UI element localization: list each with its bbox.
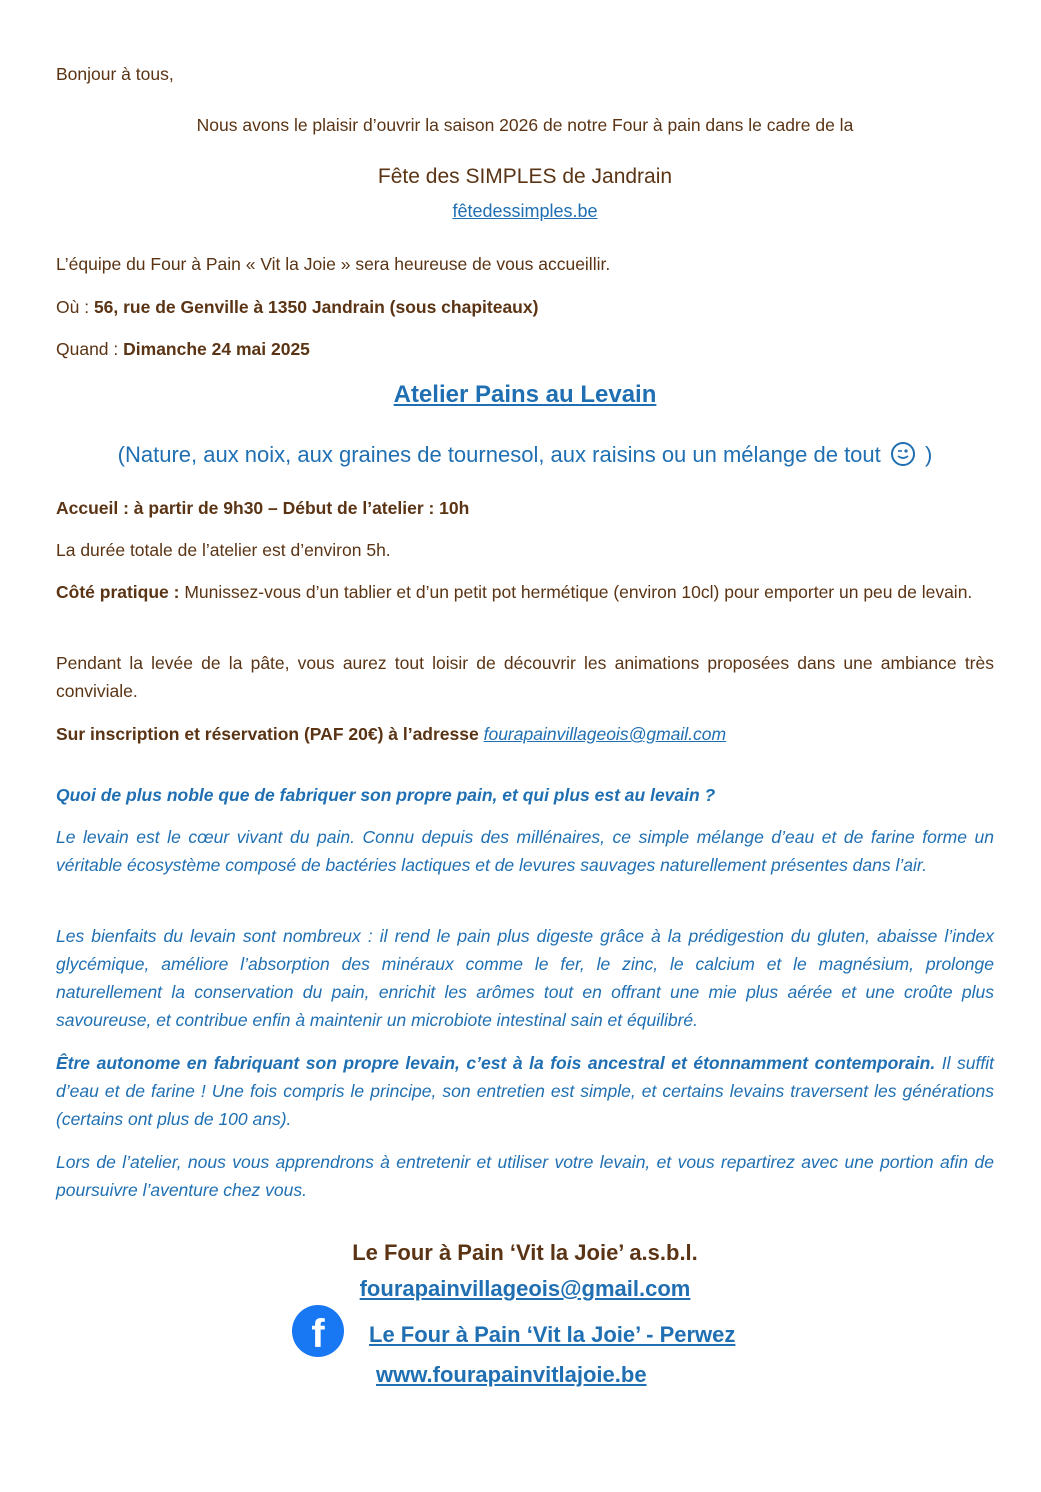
event-link[interactable]: fêtedessimples.be — [452, 201, 598, 221]
practical-paragraph — [56, 578, 994, 606]
levain-paragraph-4: Lors de l’atelier, nous vous apprendrons à entretenir et utiliser votre levain, et vous repartirez avec une portion afin de poursuivre l’aventure chez vous. — [56, 1152, 994, 1200]
when-label: Quand : — [56, 339, 124, 359]
workshop-subtitle-text: (Nature, aux noix, aux graines de tournesol, aux raisins ou un mélange de tout — [117, 442, 881, 467]
facebook-page-link[interactable]: Le Four à Pain ‘Vit la Joie’ - Perwez — [369, 1322, 736, 1347]
practical-text: Munissez-vous d’un tablier et d’un petit pot hermétique (environ 10cl) pour emporter un peu de levain. — [179, 582, 973, 602]
welcome-text: L’équipe du Four à Pain « Vit la Joie » sera heureuse de vous accueillir. — [56, 254, 611, 274]
greeting: Bonjour à tous, — [56, 64, 174, 84]
registration-label: Sur inscription et réservation (PAF 20€) à l’adresse — [56, 724, 484, 744]
autonomy-statement: Être autonome en fabriquant son propre levain, c’est à la fois ancestral et étonnamment contemporain. — [56, 1053, 936, 1073]
rising-text: Pendant la levée de la pâte, vous aurez tout loisir de découvrir les animations proposées dans une ambiance très conviviale. — [56, 653, 994, 701]
footer-email-link[interactable]: fourapainvillageois@gmail.com — [359, 1276, 691, 1301]
footer-org: Le Four à Pain ‘Vit la Joie’ a.s.b.l. — [352, 1240, 698, 1265]
workshop-subtitle — [56, 439, 994, 471]
facebook-icon[interactable]: f — [292, 1305, 344, 1357]
website-link[interactable]: www.fourapainvitlajoie.be — [376, 1362, 647, 1387]
intro-text: Nous avons le plaisir d’ouvrir la saison 2026 de notre Four à pain dans le cadre de la — [196, 115, 854, 135]
levain-paragraph-2: Les bienfaits du levain sont nombreux : il rend le pain plus digeste grâce à la prédigestion du gluten, abaisse l’index glycémique, améliore l’absorption des minéraux comme le fer, le zinc, le calcium et le magnésium, prolonge naturellement la conservation du pain, enrichit les arômes tout en offrant une mie plus aérée et une croûte plus savoureuse, et contribue enfin à maintenir un microbiote intestinal sain et équilibré. — [56, 926, 994, 1030]
registration-line — [56, 720, 726, 748]
when-value: Dimanche 24 mai 2025 — [123, 339, 310, 359]
registration-email-link[interactable]: fourapainvillageois@gmail.com — [483, 724, 727, 744]
levain-paragraph-1: Le levain est le cœur vivant du pain. Connu depuis des millénaires, ce simple mélange d’eau et de farine forme un véritable écosystème composé de bactéries lactiques et de levures sauvages naturellement présentes dans l’air. — [56, 827, 994, 875]
event-title: Fête des SIMPLES de Jandrain — [377, 165, 673, 188]
when-line — [56, 335, 310, 363]
practical-label: Côté pratique : — [56, 582, 180, 602]
workshop-subtitle-end: ) — [925, 442, 933, 467]
where-label: Où : — [56, 297, 94, 317]
wink-smiley-icon — [891, 442, 915, 466]
question-text: Quoi de plus noble que de fabriquer son propre pain, et qui plus est au levain ? — [56, 785, 716, 805]
duration-text: La durée totale de l’atelier est d’environ 5h. — [56, 540, 391, 560]
levain-paragraph-3 — [56, 1049, 994, 1133]
workshop-title[interactable]: Atelier Pains au Levain — [393, 381, 657, 408]
autonomy-text: Il suffit d’eau et de farine ! Une fois compris le principe, son entretien est simple, et certains levains traversent les générations (certains ont plus de 100 ans). — [56, 1053, 995, 1129]
where-line — [56, 293, 538, 321]
where-value: 56, rue de Genville à 1350 Jandrain (sous chapiteaux) — [93, 297, 539, 317]
schedule-text: Accueil : à partir de 9h30 – Début de l’atelier : 10h — [56, 498, 470, 518]
